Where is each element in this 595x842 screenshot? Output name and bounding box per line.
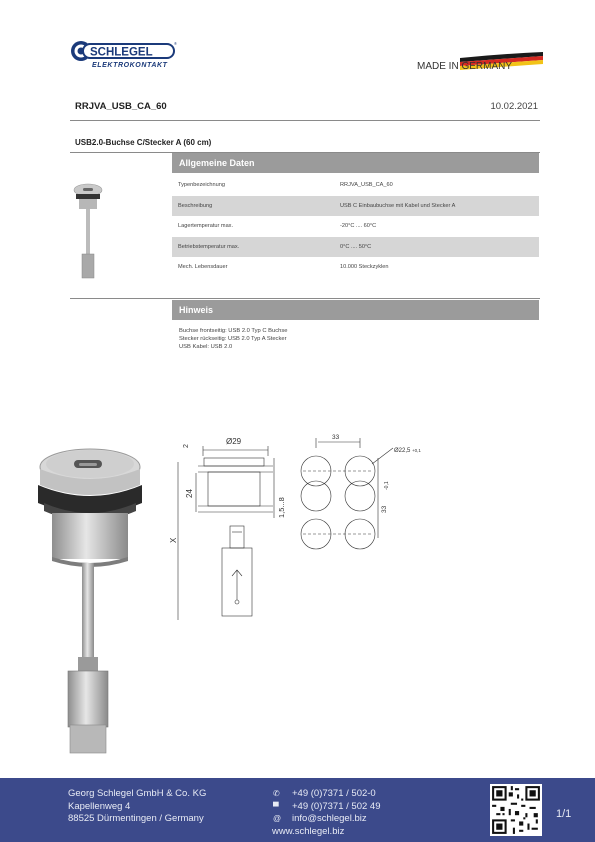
- contact-info: [270, 788, 380, 838]
- row-value: 0°C .... 50°C: [340, 243, 372, 250]
- general-data-table: [172, 175, 539, 278]
- technical-drawing: [168, 428, 438, 628]
- email-icon: @: [273, 814, 282, 823]
- note-text: [179, 327, 287, 351]
- table-row: [172, 257, 539, 278]
- divider: [70, 298, 540, 299]
- website-link[interactable]: www.schlegel.biz: [272, 825, 345, 837]
- table-row: [172, 175, 539, 196]
- row-value: -20°C .... 60°C: [340, 223, 377, 229]
- dimension-label: -0,1: [384, 481, 390, 490]
- row-value: USB C Einbaubuchse mit Kabel und Stecker A: [340, 202, 456, 209]
- note-line: Buchse frontseitig: USB 2.0 Typ C Buchse: [179, 328, 288, 334]
- document-date: 10.02.2021: [490, 101, 538, 112]
- dimension-label: 24: [185, 489, 194, 498]
- svg-text:SCHLEGEL: SCHLEGEL: [90, 46, 153, 59]
- dimension-label: Ø29: [226, 437, 242, 446]
- note-line: USB Kabel: USB 2.0: [179, 344, 233, 350]
- dimension-label: 1,5...8: [277, 497, 286, 518]
- row-value: 10.000 Steckzyklen: [340, 264, 389, 270]
- qr-code-icon[interactable]: [490, 784, 542, 836]
- company-name: Georg Schlegel GmbH & Co. KG: [68, 788, 207, 799]
- dimension-label: 33: [332, 434, 340, 441]
- email-link[interactable]: info@schlegel.biz: [292, 813, 367, 824]
- table-row: [172, 196, 539, 217]
- fax-icon: ▀: [273, 801, 279, 811]
- phone-number[interactable]: +49 (0)7371 / 502-0: [292, 788, 376, 799]
- row-key: Lagertemperatur max.: [178, 223, 234, 229]
- row-key: Betriebstemperatur max.: [178, 243, 240, 250]
- page-number: 1/1: [556, 808, 572, 820]
- dimension-label: X: [169, 537, 178, 543]
- dimension-label: Ø22,5: [394, 448, 411, 454]
- note-line: Stecker rückseitig: USB 2.0 Typ A Stecker: [179, 336, 287, 342]
- svg-text:®: ®: [174, 41, 177, 46]
- general-data-heading: Allgemeine Daten: [172, 153, 539, 173]
- document-name: RRJVA_USB_CA_60: [75, 101, 167, 112]
- product-image: [30, 445, 150, 760]
- dimension-label: +0,1: [412, 448, 421, 453]
- row-key: Typenbezeichnung: [178, 182, 225, 188]
- row-key: Mech. Lebensdauer: [178, 264, 228, 270]
- company-address: [68, 788, 206, 826]
- street: Kapellenweg 4: [68, 800, 131, 812]
- table-row: [172, 237, 539, 258]
- made-in-label: MADE IN GERMANY: [417, 61, 513, 72]
- table-row: [172, 216, 539, 237]
- footer: [0, 778, 595, 842]
- row-value: RRJVA_USB_CA_60: [340, 182, 393, 188]
- schlegel-logo: [70, 40, 180, 72]
- fax-number: +49 (0)7371 / 502 49: [292, 800, 381, 812]
- dimension-label: 2: [183, 444, 190, 448]
- logo-badge-icon: [70, 40, 178, 62]
- product-title: USB2.0-Buchse C/Stecker A (60 cm): [75, 138, 212, 147]
- note-heading: Hinweis: [172, 300, 539, 320]
- product-thumbnail: [70, 180, 110, 280]
- divider: [70, 120, 540, 121]
- row-key: Beschreibung: [178, 202, 213, 209]
- city: 88525 Dürmentingen / Germany: [68, 813, 204, 824]
- phone-icon: ✆: [273, 789, 280, 798]
- dimension-label: 33: [381, 505, 388, 513]
- logo-subtitle: ELEKTROKONTAKT: [92, 62, 168, 69]
